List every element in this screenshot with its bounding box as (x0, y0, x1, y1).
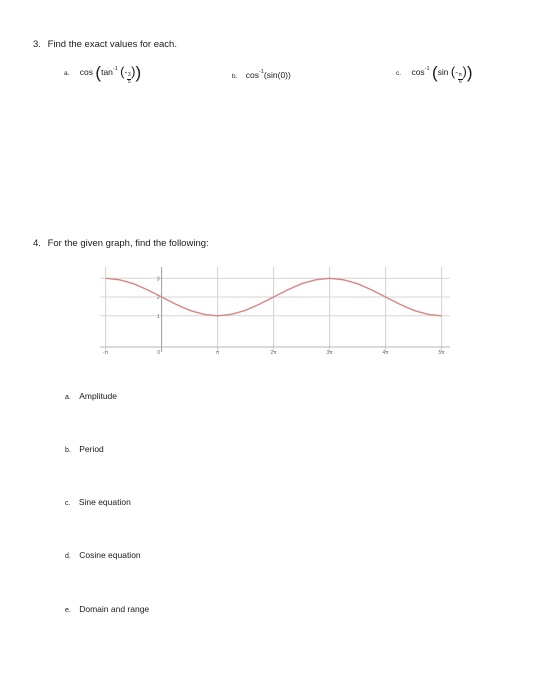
item-text: Domain and range (79, 604, 150, 614)
problem-3b-letter: b. (232, 73, 238, 80)
y-tick-label: 1 (156, 313, 160, 320)
item-letter: a. (65, 394, 71, 401)
problem-3b-argument: (sin(0)) (263, 70, 291, 80)
problem-3c-numerator: π (458, 72, 462, 78)
problem-3a (64, 63, 141, 85)
x-tick-label: -π (103, 350, 109, 356)
y-tick-label: 3 (156, 276, 160, 283)
question-3-header (33, 39, 177, 50)
paren-open: ( (95, 63, 102, 82)
problem-3c-letter: c. (396, 70, 402, 77)
problem-3a-sign: - (124, 67, 128, 77)
problem-3c-denominator: 6 (458, 78, 462, 85)
question-4-item-e (65, 604, 149, 614)
problem-3a-inner-fn: tan (101, 67, 113, 77)
x-tick-label: 3π (326, 350, 333, 356)
question-4-item-c (65, 497, 131, 507)
item-text: Period (79, 444, 104, 454)
question-3-prompt: Find the exact values for each. (47, 39, 177, 50)
item-letter: b. (65, 447, 71, 454)
grid-layer (100, 267, 450, 352)
question-4-prompt: For the given graph, find the following: (47, 238, 209, 249)
problem-3c-inner-fn: sin (437, 67, 449, 77)
problem-3a-numerator: 3 (127, 72, 131, 78)
question-4-header (33, 238, 209, 249)
problem-3c-outer-fn: cos (411, 67, 425, 77)
sinusoid-graph (100, 262, 450, 372)
problem-3b-exponent: -1 (259, 69, 264, 75)
paren-open: ( (120, 64, 125, 79)
question-4-item-d (65, 550, 141, 560)
item-text: Cosine equation (79, 550, 141, 560)
problem-3b-outer-fn: cos (245, 70, 260, 80)
paren-close: ) (466, 63, 473, 82)
x-tick-label: π (215, 350, 220, 356)
question-4-item-a (65, 391, 117, 401)
x-tick-label: 0 (157, 350, 160, 356)
x-tick-label: 5π (438, 350, 445, 356)
x-tick-label: 4π (382, 350, 389, 356)
paren-open: ( (450, 64, 456, 79)
axis-layer (100, 267, 450, 352)
item-letter: c. (65, 500, 71, 507)
item-letter: e. (65, 607, 71, 614)
item-letter: d. (65, 553, 71, 560)
paren-close: ) (135, 63, 142, 82)
paren-close: ) (462, 64, 467, 79)
problem-3a-outer-fn: cos (79, 67, 94, 77)
problem-3a-exponent: -1 (112, 66, 118, 72)
item-text: Amplitude (79, 391, 118, 401)
x-tick-label: 2π (270, 350, 277, 356)
question-4-number: 4. (33, 238, 41, 249)
paren-open: ( (431, 63, 438, 82)
y-tick-label: 2 (156, 295, 160, 301)
question-3-number: 3. (33, 39, 41, 50)
problem-3c-exponent: -1 (424, 66, 430, 72)
problem-3a-denominator: 5 (127, 78, 131, 85)
problem-3a-letter: a. (64, 70, 70, 77)
problem-3b (232, 69, 291, 80)
problem-3c (396, 63, 473, 85)
problem-3c-sign: - (455, 67, 459, 77)
paren-close: ) (131, 64, 136, 79)
question-4-item-b (65, 444, 104, 454)
item-text: Sine equation (78, 497, 131, 507)
